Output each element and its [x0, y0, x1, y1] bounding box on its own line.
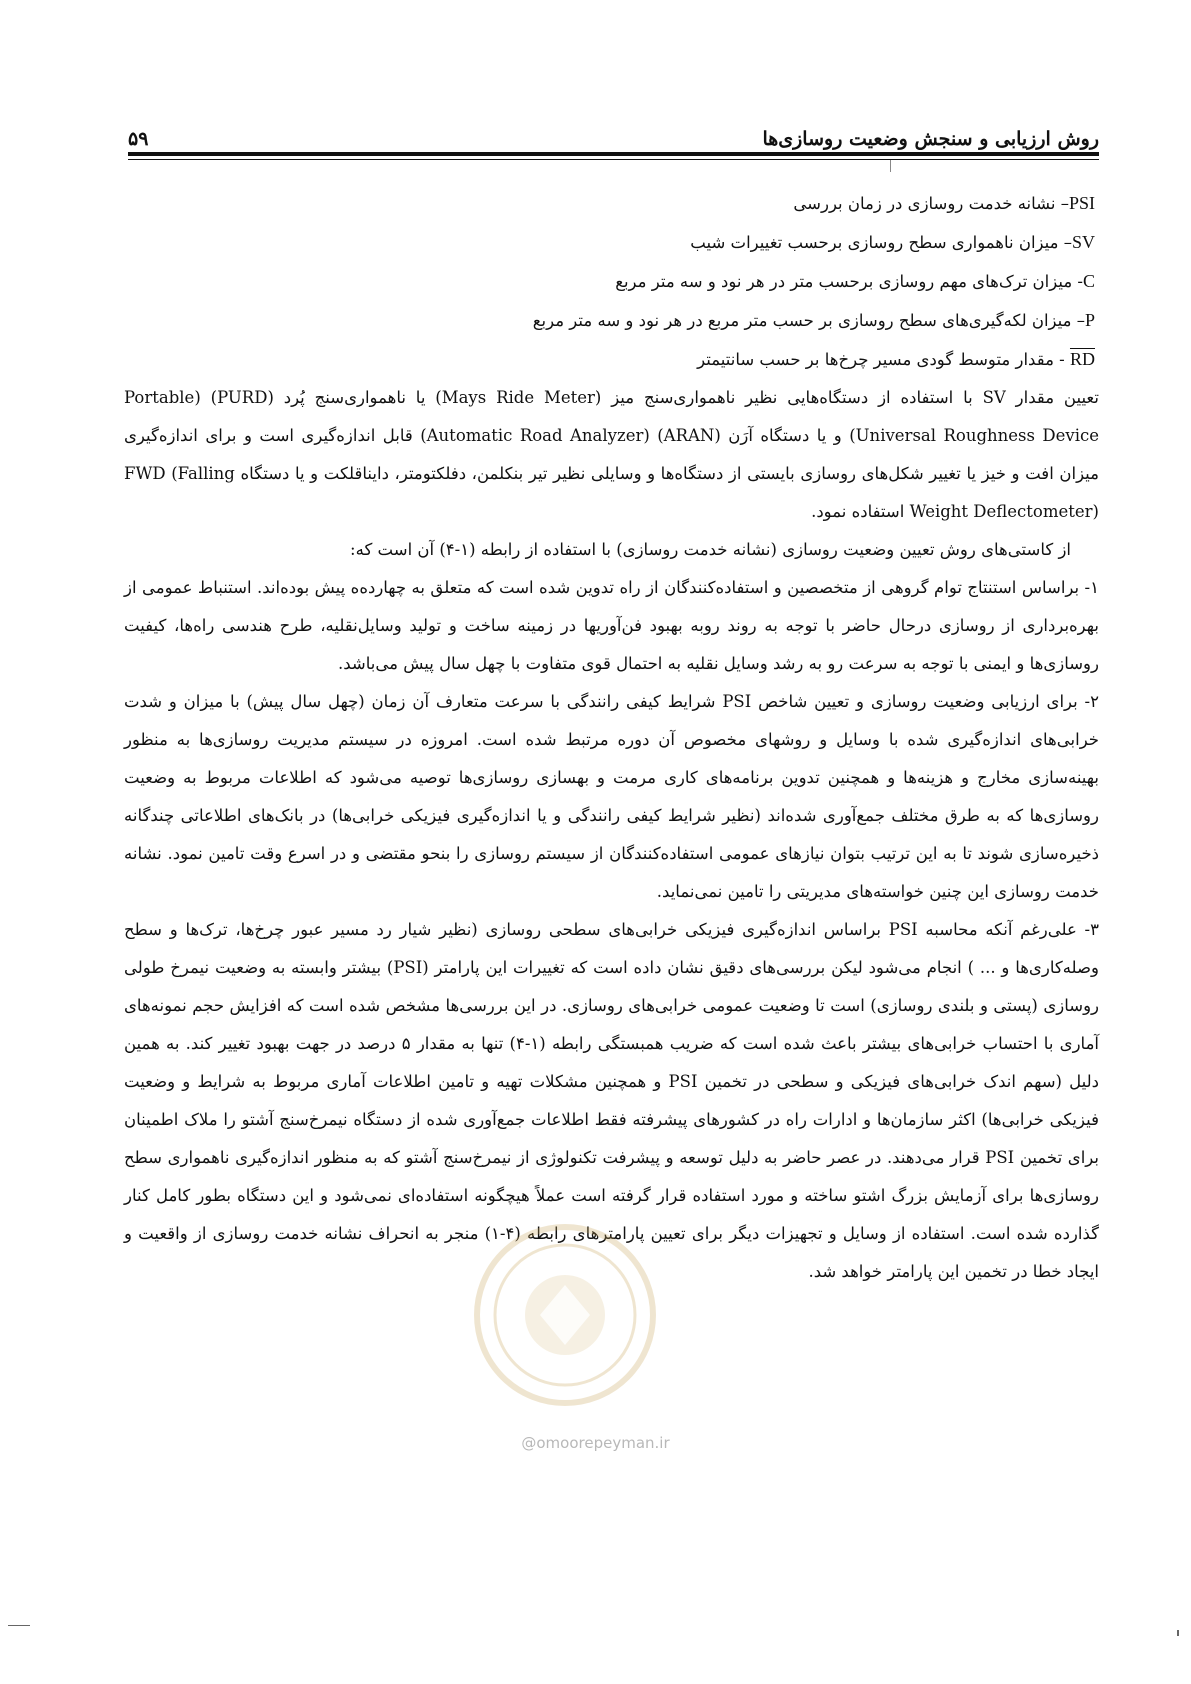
page-number: ۵۹	[128, 128, 149, 150]
definition-text: - مقدار متوسط گودی مسیر چرخ‌ها بر حسب سانتیمتر	[697, 350, 1070, 369]
paragraph-point-3: ۳- علی‌رغم آنکه محاسبه PSI براساس اندازه‌گیری فیزیکی خرابی‌های سطحی روسازی (نظیر شیار رد مسیر عبور چرخ‌ها، ترک‌ها و سطح وصله‌کاری‌ها و ... ) انجام می‌شود لیکن بررسی‌های دقیق نشان داده است که تغییرات این پارامتر (PSI) بیشتر وابسته به وضعیت نیمرخ طولی روسازی (پستی و بلندی روسازی) است تا وضعیت عمومی خرابی‌های روسازی. در این بررسی‌ها مشخص شده است که افزایش حجم نمونه‌های آماری با احتساب خرابی‌های بیشتر باعث شده است که ضریب همبستگی رابطه (۱-۴) تنها به مقدار ۵ درصد در جهت بهبود تغییر کند. به همین دلیل (سهم اندک خرابی‌های فیزیکی و سطحی در تخمین PSI و همچنین مشکلات تهیه و تامین اطلاعات آماری مربوط به شرایط و وضعیت فیزیکی خرابی‌ها) اکثر سازمان‌ها و ادارات راه در کشورهای پیشرفته فقط اطلاعات جمع‌آوری شده از دستگاه نیمرخ‌سنج آشتو را ملاک اطمینان برای تخمین PSI قرار می‌دهند. در عصر حاضر به دلیل توسعه و پیشرفت تکنولوژی از نیمرخ‌سنج آشتو که به منظور اندازه‌گیری ناهمواری سطح روسازی‌ها برای آزمایش بزرگ اشتو ساخته و مورد استفاده قرار گرفته است عملاً هیچگونه استفاده‌ای نمی‌شود و این دستگاه بطور کامل کنار گذارده شده است. استفاده از وسایل و تجهیزات دیگر برای تعیین پارامترهای رابطه (۴-۱) منجر به انحراف نشانه خدمت روسازی از واقعیت و ایجاد خطا در تخمین این پارامتر خواهد شد.	[124, 920, 1099, 1281]
definition-text: – میزان لکه‌گیری‌های سطح روسازی بر حسب متر مربع در هر نود و سه متر مربع	[532, 311, 1085, 330]
definition-p	[124, 301, 1099, 340]
page-body	[124, 184, 1099, 1291]
paragraph-shortcomings-intro: از کاستی‌های روش تعیین وضعیت روسازی (نشانه خدمت روسازی) با استفاده از رابطه (۱-۴) آن است که:	[350, 540, 1071, 559]
definition-sv	[124, 223, 1099, 262]
scan-margin-mark-left	[8, 1625, 30, 1626]
page-header	[128, 118, 1099, 150]
paragraph-point-2: ۲- برای ارزیابی وضعیت روسازی و تعیین شاخص PSI شرایط کیفی رانندگی با سرعت متعارف آن زمان (چهل سال پیش) با میزان و شدت خرابی‌های اندازه‌گیری شده با وسایل و روشهای مخصوص آن دوره مرتبط شده است. امروزه در سیستم مدیریت روسازی‌ها به منظور بهینه‌سازی مخارج و هزینه‌ها و همچنین تدوین برنامه‌های کاری مرمت و بهسازی روسازی‌ها توصیه می‌شود که اطلاعات مربوط به وضعیت روسازی‌ها که به طرق مختلف جمع‌آوری شده‌اند (نظیر شرایط کیفی رانندگی و یا اندازه‌گیری فیزیکی خرابی‌ها) در بانک‌های اطلاعاتی چندگانه ذخیره‌سازی شوند تا به این ترتیب بتوان نیازهای عمومی استفاده‌کنندگان از سیستم روسازی را بنحو مقتضی و در اسرع وقت تامین نمود. نشانه خدمت روسازی این چنین خواسته‌های مدیریتی را تامین نمی‌نماید.	[124, 692, 1100, 901]
fold-mark	[890, 160, 891, 172]
definition-text: – میزان ناهمواری سطح روسازی برحسب تغییرات شیب	[690, 233, 1072, 252]
symbol-p: P	[1084, 310, 1095, 330]
symbol-sv: SV	[1071, 232, 1095, 252]
paragraph-sv-devices: تعیین مقدار SV با استفاده از دستگاه‌هایی نظیر ناهمواری‌سنج میز (Mays Ride Meter) یا ناهمواری‌سنج پُرد (PURD) (Portable Universal Roughness Device) و یا دستگاه آرَن (ARAN) (Automatic Road Analyzer) قابل اندازه‌گیری است و برای اندازه‌گیری میزان افت و خیز یا تغییر شکل‌های روسازی بایستی از دستگاه‌ها و وسایلی نظیر تیر بنکلمن، دفلکتومتر، دایناقلکت و یا دستگاه FWD (Falling Weight Deflectometer) استفاده نمود.	[124, 388, 1100, 521]
definition-text: - میزان ترک‌های مهم روسازی برحسب متر در هر نود و سه متر مربع	[615, 272, 1083, 291]
symbol-c: C	[1082, 271, 1095, 291]
symbol-psi: PSI	[1068, 193, 1095, 213]
definition-rd	[124, 340, 1099, 379]
header-rule-thin	[128, 159, 1099, 160]
watermark-url: @omoorepeyman.ir	[521, 1434, 670, 1452]
seal-emblem	[540, 1285, 590, 1345]
definition-c	[124, 262, 1099, 301]
scan-margin-mark-right	[1177, 1630, 1179, 1636]
definition-text: – نشانه خدمت روسازی در زمان بررسی	[793, 194, 1069, 213]
paragraph-point-1: ۱- براساس استنتاج توام گروهی از متخصصین و استفاده‌کنندگان از راه تدوین شده است که متعلق به چهارده‌ه پیش بوده‌اند. استنباط عمومی از بهره‌برداری از روسازی درحال حاضر با توجه به روند روبه بهبود فن‌آوریها در زمینه ساخت و تولید وسایل‌نقلیه، طرح هندسی راه‌ها، کیفیت روسازی‌ها و ایمنی با توجه به سرعت رو به رشد وسایل نقلیه به احتمال قوی متفاوت با چهل سال پیش می‌باشد.	[124, 578, 1099, 673]
symbol-definitions	[124, 184, 1099, 379]
running-title: روش ارزیابی و سنجش وضعیت روسازی‌ها	[762, 128, 1099, 150]
header-rule-thick	[128, 152, 1099, 156]
definition-psi	[124, 184, 1099, 223]
symbol-rd: $\overline{RD}$	[1069, 349, 1095, 369]
